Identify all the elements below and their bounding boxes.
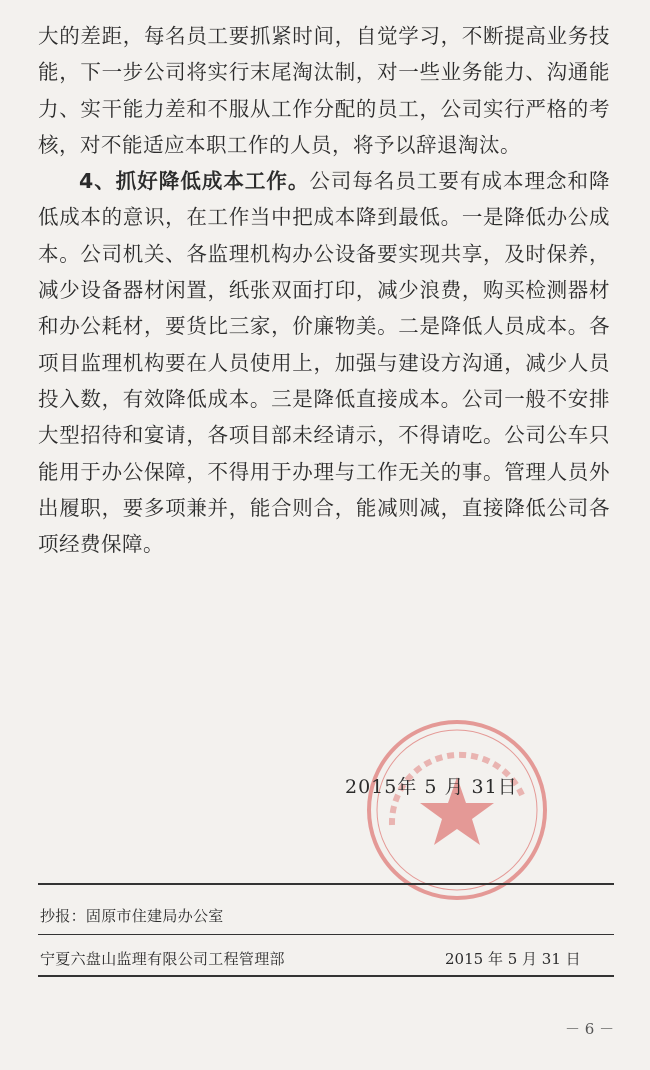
divider-middle [38, 934, 614, 935]
divider-top [38, 883, 614, 885]
footer-organization: 宁夏六盘山监理有限公司工程管理部 [40, 950, 285, 968]
cc-line: 抄报：固原市住建局办公室 [40, 907, 224, 925]
continuation-paragraph: 大的差距，每名员工要抓紧时间，自觉学习，不断提高业务技能，下一步公司将实行末尾淘汰制，对一些业务能力、沟通能力、实干能力差和不服从工作分配的员工，公司实行严格的考核，对不能适应本职工作的人员，将予以辞退淘汰。 [38, 24, 610, 157]
page-number: － 6 － [565, 1020, 615, 1038]
footer-date: 2015 年 5 月 31 日 [445, 950, 581, 968]
section-paragraph [38, 163, 610, 562]
divider-bottom [38, 975, 614, 977]
section-text: 公司每名员工要有成本理念和降低成本的意识，在工作当中把成本降到最低。一是降低办公成本。公司机关、各监理机构办公设备要实现共享，及时保养，减少设备器材闲置，纸张双面打印，减少浪费，购买检测器材和办公耗材，要货比三家，价廉物美。二是降低人员成本。各项目监理机构要在人员使用上，加强与建设方沟通，减少人员投入数，有效降低成本。三是降低直接成本。公司一般不安排大型招待和宴请，各项目部未经请示，不得请吃。公司公车只能用于办公保障，不得用于办理与工作无关的事。管理人员外出履职，要多项兼并，能合则合，能减则减，直接降低公司各项经费保障。 [38, 169, 611, 557]
section-heading: 4、抓好降低成本工作。 [79, 169, 310, 194]
signature-date: 2015年 5 月 31日 [345, 776, 518, 798]
body-text [38, 18, 610, 562]
official-seal [362, 715, 552, 905]
